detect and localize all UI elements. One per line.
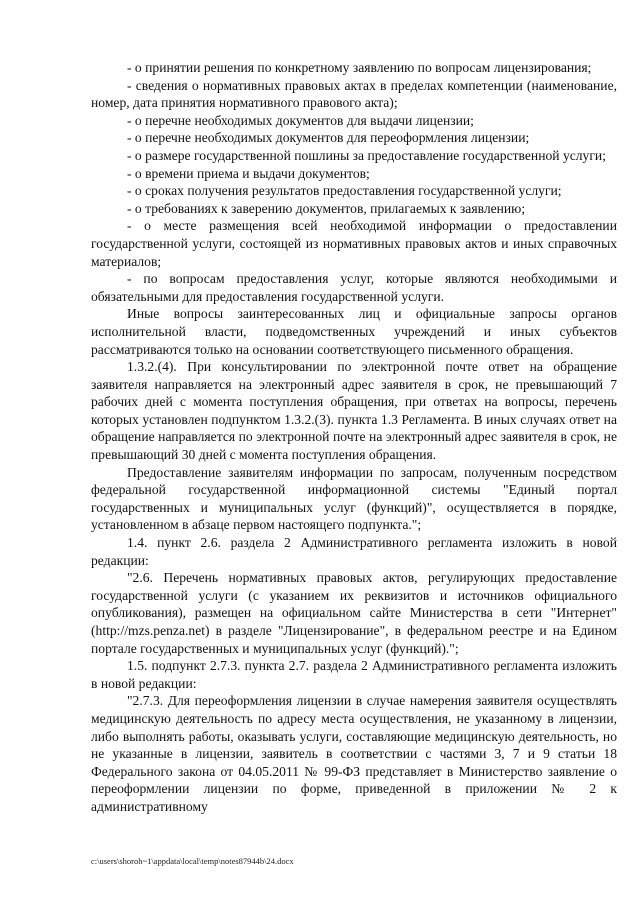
paragraph: 1.3.2.(4). При консультировании по электронной почте ответ на обращение заявителя направляется на электронный адрес заявителя в срок, не превышающий 7 рабочих дней с момента поступления обращения, при ответах на вопросы, перечень которых установлен подпунктом 1.3.2.(3). пункта 1.3 Регламента. В иных случаях ответ на обращение направляется по электронной почте на электронный адрес заявителя в срок, не превышающий 30 дней с момента поступления обращения.	[91, 359, 617, 463]
paragraph: "2.7.3. Для переоформления лицензии в случае намерения заявителя осуществлять медицинскую деятельность по адресу места осуществления, не указанному в лицензии, либо выполнять работы, оказывать услуги, составляющие медицинскую деятельность, но не указанные в лицензии, заявитель в соответствии с частями 3, 7 и 9 статьи 18 Федерального закона от 04.05.2011 № 99-ФЗ представляет в Министерство заявление о переоформлении лицензии по форме, приведенной в приложении № 2 к административному	[91, 693, 617, 814]
paragraph: "2.6. Перечень нормативных правовых актов, регулирующих предоставление государственной услуги (с указанием их реквизитов и источников официального опубликования), размещен на официальном сайте Министерства в сети "Интернет" (http://mzs.penza.net) в разделе "Лицензирование", в федеральном реестре и на Едином портале государственных и муниципальных услуг (функций).";	[91, 570, 617, 656]
paragraph: - о перечне необходимых документов для выдачи лицензии;	[127, 112, 474, 128]
paragraph: - о месте размещения всей необходимой информации о предоставлении государственной услуги, состоящей из нормативных правовых актов и иных справочных материалов;	[91, 218, 617, 269]
paragraph: - о принятии решения по конкретному заявлению по вопросам лицензирования;	[127, 60, 592, 75]
paragraph: Иные вопросы заинтересованных лиц и официальные запросы органов исполнительной власти, подведомственных учреждений и иных субъектов рассматриваются только на основании соответствующего письменного обращения.	[91, 306, 617, 357]
paragraph: - о сроках получения результатов предоставления государственной услуги;	[127, 183, 562, 199]
file-path-footer: c:\users\shoroh~1\appdata\local\temp\notes87944b\24.docx	[91, 856, 294, 866]
paragraph: 1.4. пункт 2.6. раздела 2 Административного регламента изложить в новой редакции:	[91, 535, 617, 568]
document-body	[91, 59, 617, 816]
paragraph: - сведения о нормативных правовых актах в пределах компетенции (наименование, номер, дата принятия нормативного правового акта);	[91, 77, 617, 111]
paragraph: 1.5. подпункт 2.7.3. пункта 2.7. раздела 2 Административного регламента изложить в новой редакции:	[91, 658, 617, 691]
paragraph: - о требованиях к заверению документов, прилагаемых к заявлению;	[127, 200, 526, 216]
paragraph: - о времени приема и выдачи документов;	[127, 165, 370, 181]
paragraph: Предоставление заявителям информации по запросам, полученным посредством федеральной государственной информационной системы "Единый портал государственных и муниципальных услуг (функций)", осуществляется в порядке, установленном в абзаце первом настоящего подпункта.";	[91, 464, 617, 533]
paragraph: - о перечне необходимых документов для переоформления лицензии;	[127, 130, 530, 146]
paragraph: - по вопросам предоставления услуг, которые являются необходимыми и обязательными для предоставления государственной услуги.	[91, 271, 617, 304]
paragraph: - о размере государственной пошлины за предоставление государственной услуги;	[127, 147, 606, 163]
